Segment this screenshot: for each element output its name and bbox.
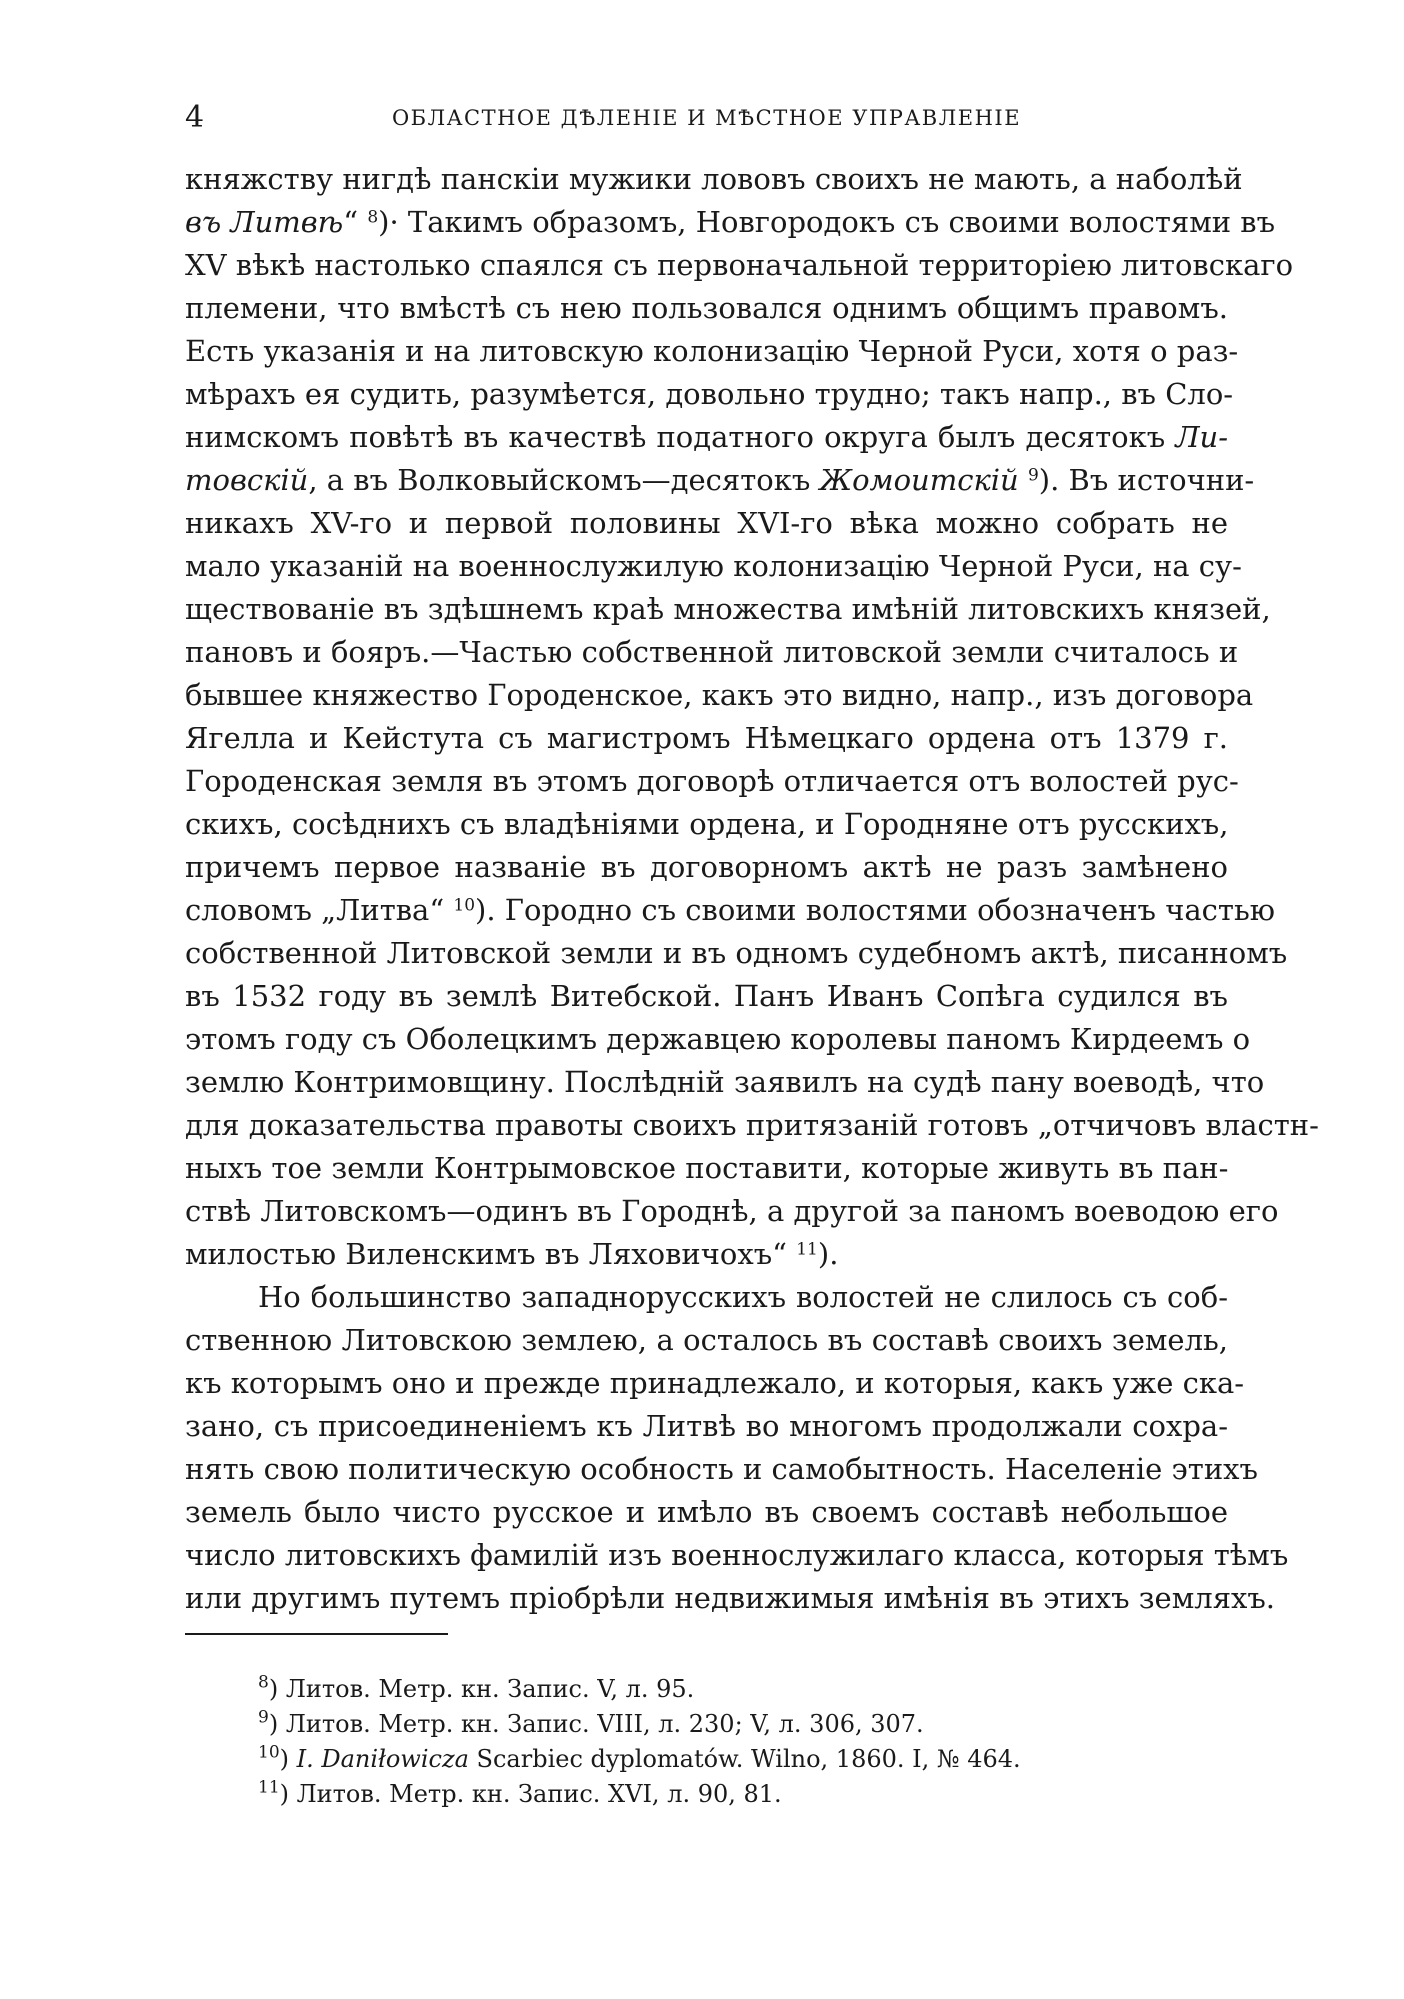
footnote: $^8$) Литов. Метр. кн. Запис. V, л. 95. [258,1672,695,1703]
text-line: княжству нигдѣ панскіи мужики лововъ своихъ не мають, а наболѣй [185,162,1243,196]
text-line: товскій, а въ Волковыйскомъ—десятокъ Жомоитскій $^9$). Въ источни- [185,463,1255,497]
text-line: или другимъ путемъ пріобрѣли недвижимыя имѣнія въ этихъ земляхъ. [185,1581,1276,1615]
paragraph [185,158,1319,1276]
page-number: 4 [185,100,205,135]
text-line: никахъ XV-го и первой половины XVI-го вѣка можно собрать не [185,506,1228,540]
text-line: мѣрахъ ея судить, разумѣется, довольно трудно; такъ напр., въ Сло- [185,377,1234,411]
text-line: зано, съ присоединеніемъ къ Литвѣ во многомъ продолжали сохра- [185,1409,1228,1443]
text-line: ныхъ тое земли Контрымовское поставити, которые живуть въ пан- [185,1151,1229,1185]
text-line: собственной Литовской земли и въ одномъ судебномъ актѣ, писанномъ [185,936,1288,970]
text-line: Ягелла и Кейстута съ магистромъ Нѣмецкаго ордена отъ 1379 г. [185,721,1228,755]
text-line: скихъ, сосѣднихъ съ владѣніями ордена, и Городняне отъ русскихъ, [185,807,1229,841]
text-line: для доказательства правоты своихъ притязаній готовъ „отчичовъ властн- [185,1108,1319,1142]
body-text [185,158,1319,1620]
text-line: милостью Виленскимъ въ Ляховичохъ“ $^{11}$). [185,1237,839,1271]
text-line: земель было чисто русское и имѣло въ своемъ составѣ небольшое [185,1495,1228,1529]
paragraph [185,1276,1289,1620]
text-line: этомъ году съ Оболецкимъ державцею королевы паномъ Кирдеемъ о [185,1022,1251,1056]
text-line: въ Литвѣ“ $^8$)· Такимъ образомъ, Новгородокъ съ своими волостями въ [185,205,1276,239]
text-line: пановъ и бояръ.—Частью собственной литовской земли считалось и [185,635,1239,669]
text-line: нять свою политическую особность и самобытность. Населеніе этихъ [185,1452,1258,1486]
text-line: ственною Литовскою землею, а осталось въ составѣ своихъ земель, [185,1323,1228,1357]
text-line: мало указаній на военнослужилую колонизацію Черной Руси, на су- [185,549,1242,583]
footnote: $^9$) Литов. Метр. кн. Запис. VIII, л. 230; V, л. 306, 307. [258,1707,924,1738]
text-line: племени, что вмѣстѣ съ нею пользовался однимъ общимъ правомъ. [185,291,1228,325]
text-line: бывшее княжество Городенское, какъ это видно, напр., изъ договора [185,678,1254,712]
text-line: число литовскихъ фамилій изъ военнослужилаго класса, которыя тѣмъ [185,1538,1289,1572]
text-line: Есть указанія и на литовскую колонизацію Черной Руси, хотя о раз- [185,334,1239,368]
text-line: словомъ „Литва“ $^{10}$). Городно съ своими волостями обозначенъ частью [185,893,1275,927]
footnote: $^{11}$) Литов. Метр. кн. Запис. XVI, л. 90, 81. [258,1777,782,1808]
text-line: ществованіе въ здѣшнемъ краѣ множества имѣній литовскихъ князей, [185,592,1271,626]
text-line: къ которымъ оно и прежде принадлежало, и которыя, какъ уже ска- [185,1366,1245,1400]
text-line: Но большинство западнорусскихъ волостей не слилось съ соб- [258,1280,1228,1314]
text-line: Городенская земля въ этомъ договорѣ отличается отъ волостей рус- [185,764,1239,798]
footnote: $^{10}$) I. Daniłowicza Scarbiec dyplomatów. Wilno, 1860. I, № 464. [258,1742,1021,1773]
running-title: ОБЛАСТНОЕ ДѢЛЕНІЕ И МѢСТНОЕ УПРАВЛЕНІЕ [391,106,1022,130]
footnote-divider [185,1633,448,1635]
text-line: ствѣ Литовскомъ—одинъ въ Городнѣ, а другой за паномъ воеводою его [185,1194,1279,1228]
text-line: въ 1532 году въ землѣ Витебской. Панъ Иванъ Сопѣга судился въ [185,979,1228,1013]
footnotes [258,1672,1158,1812]
text-line: землю Контримовщину. Послѣдній заявилъ на судѣ пану воеводѣ, что [185,1065,1265,1099]
text-line: причемъ первое названіе въ договорномъ актѣ не разъ замѣнено [185,850,1228,884]
page-header [185,100,1228,140]
text-line: XV вѣкѣ настолько спаялся съ первоначальной территоріею литовскаго [185,248,1294,282]
text-line: нимскомъ повѣтѣ въ качествѣ податного округа былъ десятокъ Ли- [185,420,1228,454]
